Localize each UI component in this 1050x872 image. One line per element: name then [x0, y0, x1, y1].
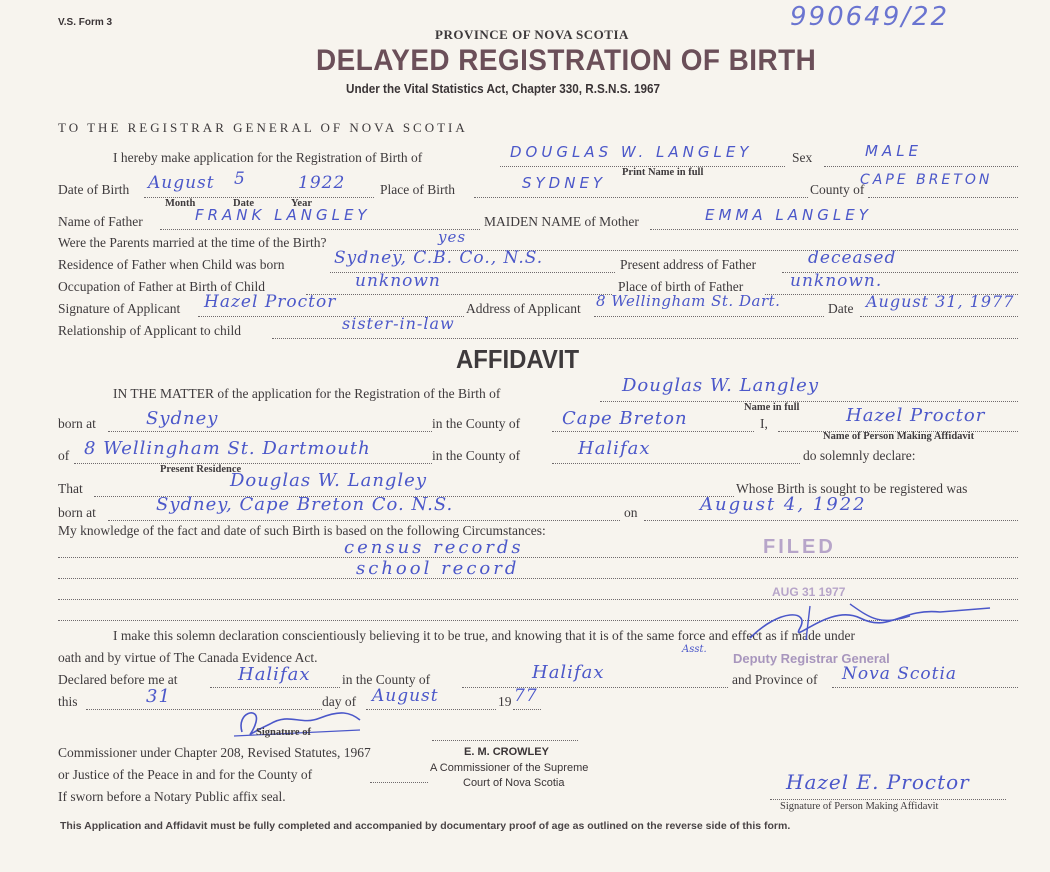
deputy-prefix: Asst.	[682, 644, 707, 655]
father-birthplace-value: unknown.	[790, 271, 883, 291]
form-subtitle: Under the Vital Statistics Act, Chapter 330, R.S.N.S. 1967	[346, 81, 661, 96]
occupation-value: unknown	[355, 271, 441, 291]
residence-county-value: Halifax	[578, 438, 651, 459]
that-name-value: Douglas W. Langley	[230, 470, 428, 491]
intro-label: I hereby make application for the Registration of Birth of	[113, 150, 423, 165]
this-label: this	[58, 694, 78, 709]
declare-label: do solemnly declare:	[803, 448, 916, 463]
dob-year-value: 1922	[298, 173, 346, 193]
residence-county-label: in the County of	[432, 448, 521, 463]
child-name-caption: Print Name in full	[622, 167, 704, 178]
residence-value: Sydney, C.B. Co., N.S.	[334, 248, 544, 268]
year-suffix-value: 77	[514, 686, 538, 706]
dob-month-value: August	[148, 173, 215, 193]
commissioner-stamp-line2: Court of Nova Scotia	[463, 777, 565, 789]
footer-note: This Application and Affidavit must be fully completed and accompanied by documentary proof of age as outlined on the reverse side of this form.	[60, 820, 791, 832]
married-label: Were the Parents married at the time of the Birth?	[58, 235, 327, 250]
commissioner-stamp-line1: A Commissioner of the Supreme	[430, 762, 589, 774]
father-value: FRANK LANGLEY	[195, 206, 371, 224]
married-value: yes	[438, 228, 467, 246]
present-address-value: deceased	[808, 248, 897, 268]
sex-value: MALE	[865, 142, 923, 160]
address-applicant-value: 8 Wellingham St. Dart.	[596, 292, 781, 310]
mother-label: MAIDEN NAME of Mother	[484, 214, 639, 229]
filed-stamp: FILED	[763, 536, 836, 558]
of-label: of	[58, 448, 70, 463]
affiant-residence-value: 8 Wellingham St. Dartmouth	[84, 438, 371, 459]
born-at-label: born at	[58, 416, 96, 431]
dob-label: Date of Birth	[58, 182, 130, 197]
month-caption: Month	[165, 198, 196, 209]
justice-line: or Justice of the Peace in and for the County of	[58, 767, 313, 782]
day-of-label: day of	[322, 694, 357, 709]
declared-at-value: Halifax	[238, 664, 311, 685]
province-value: Nova Scotia	[842, 664, 958, 684]
residence-caption: Present Residence	[160, 464, 242, 475]
province-heading: PROVINCE OF NOVA SCOTIA	[435, 27, 629, 42]
affidavit-name-caption: Name in full	[744, 402, 800, 413]
declared-label: Declared before me at	[58, 672, 178, 687]
commissioner-stamp-name: E. M. CROWLEY	[464, 746, 549, 758]
deputy-registrar-signature-icon	[740, 598, 1000, 648]
matter-label: IN THE MATTER of the application for the Registration of the Birth of	[113, 386, 501, 401]
year-caption: Year	[291, 198, 312, 209]
applicant-signature: Hazel Proctor	[204, 292, 337, 312]
born-at-value: Sydney	[146, 408, 219, 429]
affidavit-heading: AFFIDAVIT	[456, 344, 580, 374]
that-label: That	[58, 481, 83, 496]
declared-county-value: Halifax	[532, 662, 605, 683]
affiant-caption: Name of Person Making Affidavit	[823, 431, 975, 442]
born-at2-value: Sydney, Cape Breton Co. N.S.	[156, 494, 454, 515]
address-applicant-label: Address of Applicant	[466, 301, 581, 316]
pob-label: Place of Birth	[380, 182, 455, 197]
mother-value: EMMA LANGLEY	[705, 206, 872, 224]
affiant-signature-caption: Signature of Person Making Affidavit	[780, 801, 939, 812]
on-label: on	[624, 505, 638, 520]
i-label: I,	[760, 416, 768, 431]
year-prefix: 19	[498, 694, 512, 709]
father-birthplace-label: Place of birth of Father	[618, 279, 744, 294]
date-value: August 31, 1977	[866, 292, 1015, 311]
relationship-value: sister-in-law	[342, 314, 455, 333]
sex-label: Sex	[792, 150, 813, 165]
born-at2-label: born at	[58, 505, 96, 520]
affidavit-name-value: Douglas W. Langley	[622, 375, 820, 396]
county-label: County of	[810, 182, 865, 197]
present-address-label: Present address of Father	[620, 257, 757, 272]
file-number: 990649/22	[790, 2, 950, 32]
county-value: CAPE BRETON	[860, 172, 993, 188]
residence-label: Residence of Father when Child was born	[58, 257, 285, 272]
affidavit-county-label: in the County of	[432, 416, 521, 431]
registrar-line: TO THE REGISTRAR GENERAL OF NOVA SCOTIA	[58, 120, 468, 135]
father-label: Name of Father	[58, 214, 143, 229]
filed-date-stamp: AUG 31 1977	[772, 585, 846, 599]
affidavit-county-value: Cape Breton	[562, 408, 688, 429]
declared-county-label: in the County of	[342, 672, 431, 687]
affiant-name-value: Hazel Proctor	[846, 405, 986, 426]
relationship-label: Relationship of Applicant to child	[58, 323, 241, 338]
sig-applicant-label: Signature of Applicant	[58, 301, 181, 316]
knowledge-label: My knowledge of the fact and date of such Birth is based on the following Circumstances:	[58, 523, 546, 538]
date-caption: Date	[233, 198, 254, 209]
affiant-signature: Hazel E. Proctor	[786, 770, 970, 794]
commissioner-line: Commissioner under Chapter 208, Revised Statutes, 1967	[58, 745, 371, 760]
pob-value: SYDNEY	[522, 174, 607, 192]
day-value: 31	[146, 686, 171, 707]
dob-date-value: 5	[234, 169, 246, 189]
month-value: August	[372, 686, 439, 706]
form-title: DELAYED REGISTRATION OF BIRTH	[316, 44, 817, 77]
date-label: Date	[828, 301, 854, 316]
sig-of-caption: Signature of	[256, 727, 311, 738]
occupation-label: Occupation of Father at Birth of Child	[58, 279, 265, 294]
deputy-registrar-stamp: Deputy Registrar General	[733, 651, 890, 666]
child-name-value: DOUGLAS W. LANGLEY	[510, 143, 753, 161]
solemn-line-2: oath and by virtue of The Canada Evidence Act.	[58, 650, 318, 665]
circumstance-1: census records	[344, 537, 524, 558]
circumstance-2: school record	[356, 558, 520, 579]
on-date-value: August 4, 1922	[700, 494, 867, 515]
form-number: V.S. Form 3	[58, 17, 113, 28]
province-label: and Province of	[732, 672, 818, 687]
whose-birth-label: Whose Birth is sought to be registered was	[736, 481, 968, 496]
notary-line: If sworn before a Notary Public affix seal.	[58, 789, 286, 804]
solemn-line-1: I make this solemn declaration conscientiously believing it to be true, and knowing that it is of the same force and effect as if made under	[113, 628, 856, 643]
